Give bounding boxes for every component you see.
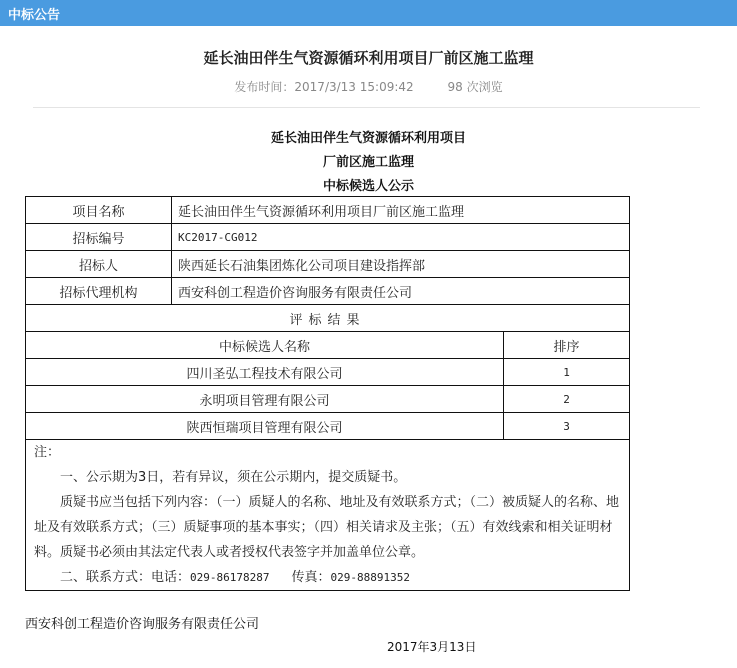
- contact-prefix: 二、联系方式：电话：: [60, 570, 191, 585]
- row-label: 招标人: [26, 251, 172, 278]
- candidate-rank: 3: [504, 413, 630, 440]
- candidate-name: 永明项目管理有限公司: [26, 386, 504, 413]
- doc-heading-2: 厂前区施工监理: [322, 155, 414, 170]
- table-row: [26, 413, 630, 440]
- fax-label: 传真：: [291, 570, 331, 585]
- tender-number-value: KC2017-CG012: [172, 224, 630, 251]
- doc-heading-1: 延长油田伴生气资源循环利用项目: [270, 131, 466, 146]
- notes-line-2: 质疑书应当包括下列内容：（一）质疑人的名称、地址及有效联系方式；（二）被质疑人的名称、地址及有效联系方式；（三）质疑事项的基本事实；（四）相关请求及主张；（五）有效线索和相关证明材料。质疑书必须由其法定代表人或者授权代表签字并加盖单位公章。: [34, 495, 620, 560]
- notes-title: 注：: [34, 445, 61, 460]
- row-label: 招标代理机构: [26, 278, 172, 305]
- footer-date: 2017年3月13日: [387, 640, 477, 654]
- table-row: [26, 251, 630, 278]
- table-row: [26, 332, 630, 359]
- result-title: 评标结果: [26, 305, 630, 332]
- footer-organization: 西安科创工程造价咨询服务有限责任公司: [25, 617, 260, 632]
- candidate-rank: 2: [504, 386, 630, 413]
- candidate-rank: 1: [504, 359, 630, 386]
- table-row: [26, 440, 630, 591]
- rank-header: 排序: [504, 332, 630, 359]
- table-row: [26, 224, 630, 251]
- candidate-name: 陕西恒瑞项目管理有限公司: [26, 413, 504, 440]
- article-meta: [0, 78, 737, 95]
- row-label: 招标编号: [26, 224, 172, 251]
- agency-value: 西安科创工程造价咨询服务有限责任公司: [172, 278, 630, 305]
- table-row: [26, 278, 630, 305]
- bid-info-table: [25, 196, 630, 591]
- candidate-name-header: 中标候选人名称: [26, 332, 504, 359]
- meta-divider: [33, 107, 700, 108]
- table-row: [26, 305, 630, 332]
- candidate-name: 四川圣弘工程技术有限公司: [26, 359, 504, 386]
- table-row: [26, 197, 630, 224]
- row-label: 项目名称: [26, 197, 172, 224]
- fax-number: 029-88891352: [330, 571, 410, 584]
- notes-contact: [32, 565, 623, 590]
- article-title: 延长油田伴生气资源循环利用项目厂前区施工监理: [203, 49, 534, 67]
- doc-heading-3: 中标候选人公示: [322, 179, 414, 194]
- phone-number: 029-86178287: [190, 571, 270, 584]
- project-name-value: 延长油田伴生气资源循环利用项目厂前区施工监理: [172, 197, 630, 224]
- tenderer-value: 陕西延长石油集团炼化公司项目建设指挥部: [172, 251, 630, 278]
- table-row: [26, 386, 630, 413]
- publish-time: 发布时间：2017/3/13 15:09:42: [234, 80, 414, 94]
- section-title: 中标公告: [8, 8, 61, 23]
- notes-line-1: 一、公示期为3日，若有异议，须在公示期内，提交质疑书。: [60, 470, 407, 485]
- section-header-bar: [0, 0, 737, 26]
- table-row: [26, 359, 630, 386]
- view-count: 98 次浏览: [447, 80, 503, 94]
- notes-cell: [26, 440, 630, 591]
